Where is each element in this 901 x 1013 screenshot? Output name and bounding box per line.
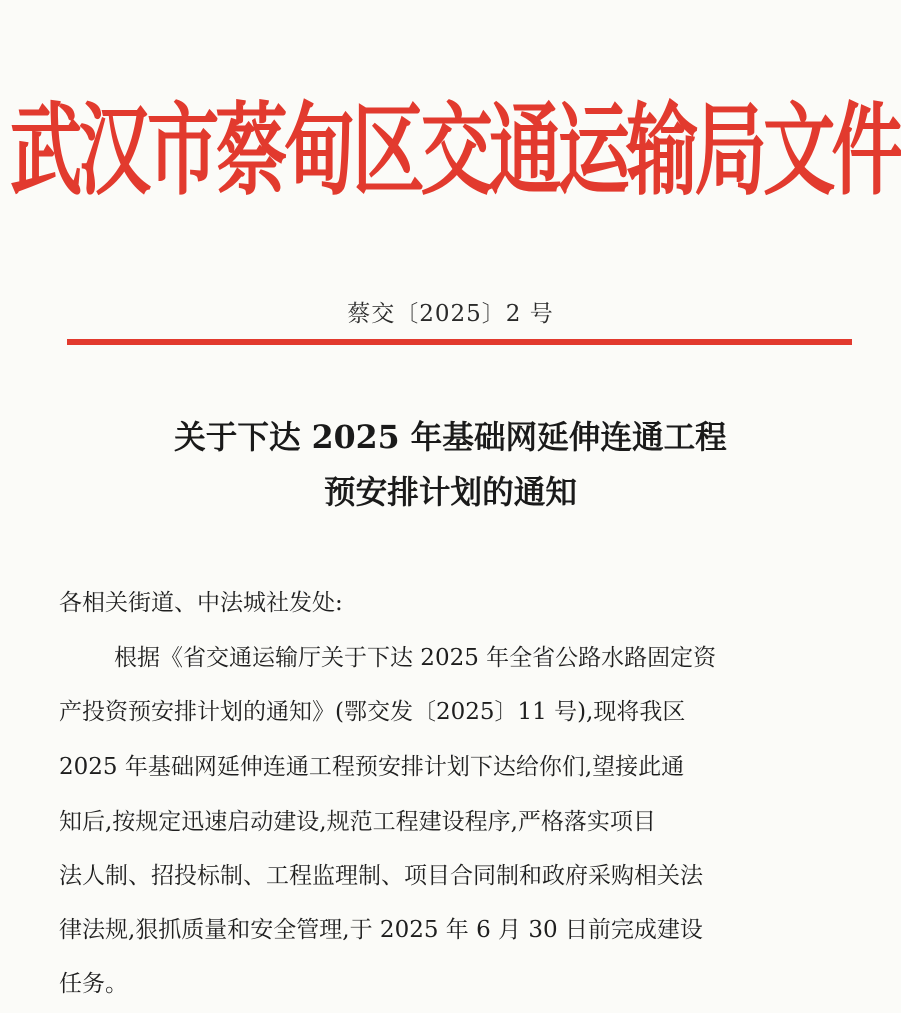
salutation: 各相关街道、中法城社发处:: [59, 590, 343, 616]
document-title-line-2: 预安排计划的通知: [324, 473, 577, 511]
body-line-3: 2025 年基础网延伸连通工程预安排计划下达给你们,望接此通: [59, 754, 685, 780]
document-number: 蔡交〔2025〕2 号: [347, 301, 554, 327]
body-line-4: 知后,按规定迅速启动建设,规范工程建设程序,严格落实项目: [59, 809, 656, 835]
body-line-2: 产投资预安排计划的通知》(鄂交发〔2025〕11 号),现将我区: [59, 699, 686, 725]
body-line-1: 根据《省交通运输厅关于下达 2025 年全省公路水路固定资: [114, 645, 717, 671]
document-title-line-1: 关于下达 2025 年基础网延伸连通工程: [174, 418, 727, 456]
body-line-5: 法人制、招投标制、工程监理制、项目合同制和政府采购相关法: [59, 863, 703, 889]
red-divider-line: [67, 339, 852, 345]
body-line-7: 任务。: [59, 971, 128, 997]
issuer-masthead: 武汉市蔡甸区交通运输局文件: [9, 92, 900, 210]
body-line-6: 律法规,狠抓质量和安全管理,于 2025 年 6 月 30 日前完成建设: [59, 917, 703, 943]
